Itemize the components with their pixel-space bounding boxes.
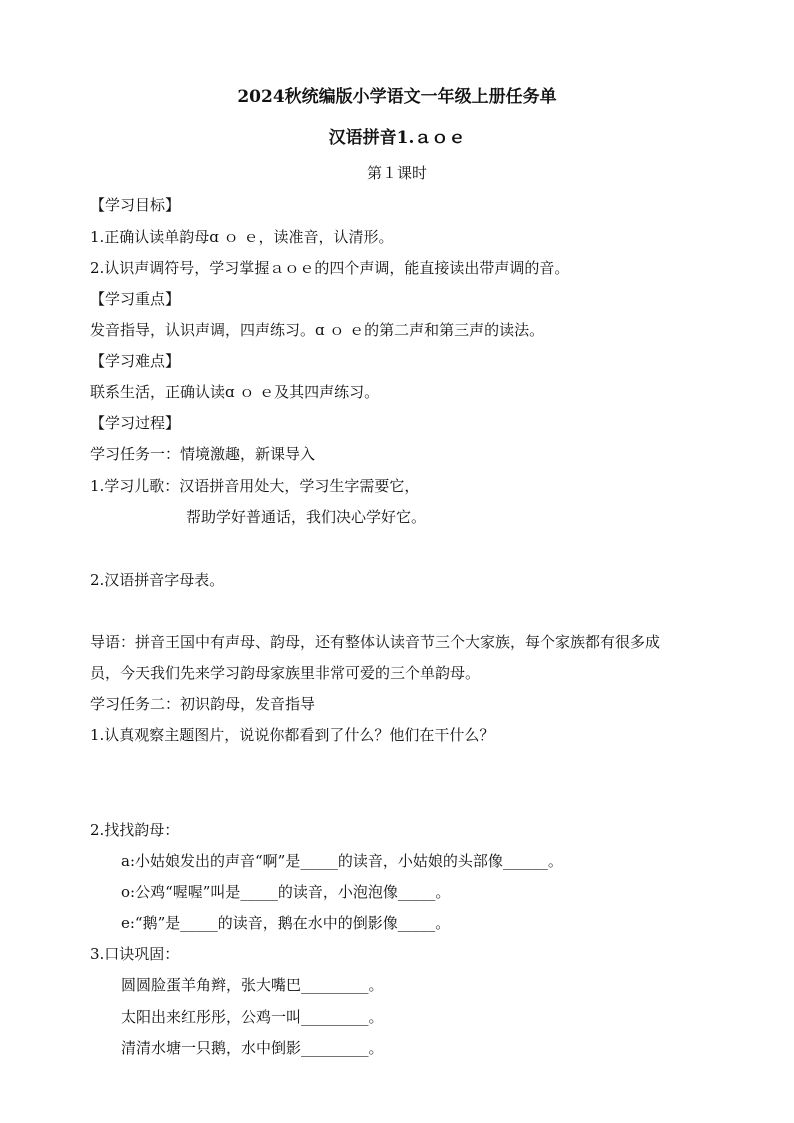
find-a-line: a:小姑娘发出的声音“啊”是_____的读音，小姑娘的头部像______。	[121, 852, 563, 870]
task1-item-1-line-b: 帮助学好普通话，我们决心学好它。	[186, 508, 427, 526]
lesson-label: 第１课时	[366, 164, 427, 182]
rhyme-line-1: 圆圆脸蛋羊角辫，张大嘴巴_________。	[121, 976, 384, 994]
process-heading: 【学习过程】	[90, 414, 181, 432]
task2-item-2: 2.找找韵母：	[90, 821, 180, 839]
difficulty-heading: 【学习难点】	[90, 352, 181, 370]
goal-item-2: 2.认识声调符号，学习掌握ａｏｅ的四个声调，能直接读出带声调的音。	[90, 259, 570, 277]
rhyme-line-2: 太阳出来红彤彤，公鸡一叫_________。	[121, 1008, 384, 1026]
task2-title: 学习任务二：初识韵母，发音指导	[90, 695, 316, 713]
task1-item-2: 2.汉语拼音字母表。	[90, 571, 225, 589]
intro-line-a: 导语：拼音王国中有声母、韵母，还有整体认读音节三个大家族，每个家族都有很多成	[90, 633, 661, 651]
task1-item-1-line-a: 1.学习儿歌：汉语拼音用处大，学习生字需要它，	[90, 477, 420, 495]
task2-item-3: 3.口诀巩固：	[90, 945, 180, 963]
find-e-line: e:“鹅”是_____的读音，鹅在水中的倒影像_____。	[121, 914, 451, 932]
goal-heading: 【学习目标】	[90, 196, 181, 214]
focus-item-1: 发音指导，认识声调，四声练习。ɑ ｏ ｅ的第二声和第三声的读法。	[90, 321, 545, 339]
document-title: 2024秋统编版小学语文一年级上册任务单	[237, 87, 557, 107]
focus-heading: 【学习重点】	[90, 290, 181, 308]
task1-title: 学习任务一：情境激趣，新课导入	[90, 445, 316, 463]
find-o-line: o:公鸡“喔喔”叫是_____的读音，小泡泡像_____。	[121, 883, 451, 901]
difficulty-item-1: 联系生活，正确认读ɑ ｏ ｅ及其四声练习。	[90, 383, 380, 401]
rhyme-line-3: 清清水塘一只鹅，水中倒影_________。	[121, 1039, 384, 1057]
document-subtitle: 汉语拼音1.ａｏｅ	[328, 128, 466, 148]
intro-line-b: 员，今天我们先来学习韵母家族里非常可爱的三个单韵母。	[90, 664, 481, 682]
goal-item-1: 1.正确认读单韵母ɑ ｏ ｅ，读准音，认清形。	[90, 228, 394, 246]
task2-item-1: 1.认真观察主题图片，说说你都看到了什么？他们在干什么？	[90, 726, 495, 744]
